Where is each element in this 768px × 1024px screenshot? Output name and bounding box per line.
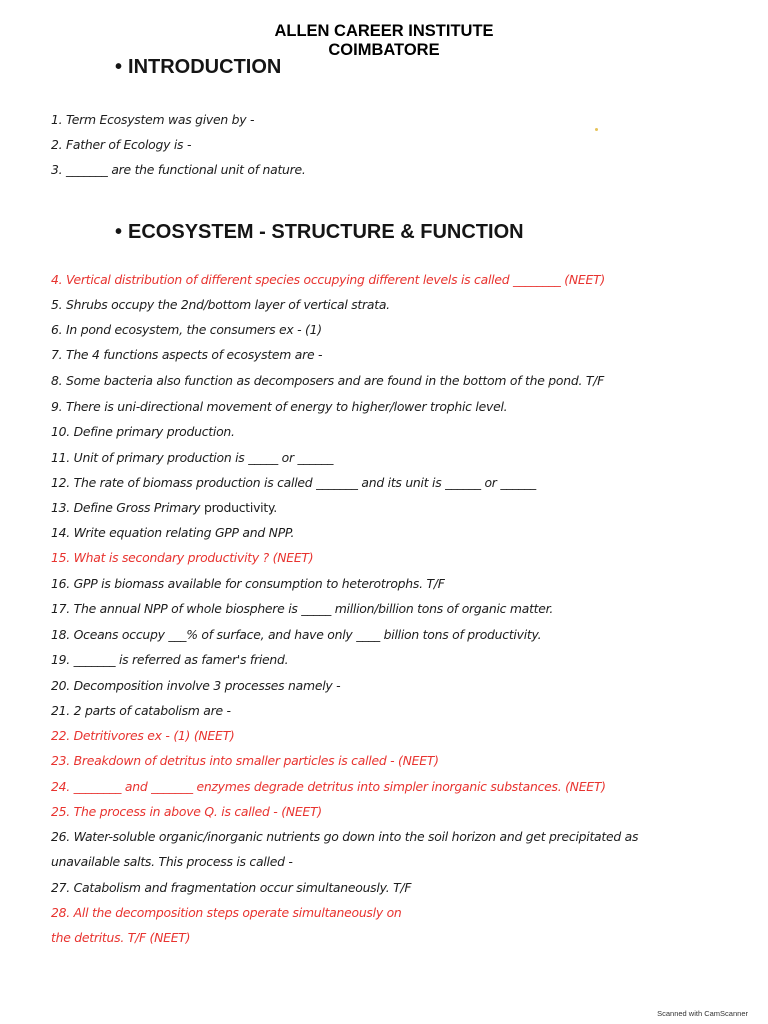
bullet-icon: • bbox=[115, 56, 123, 78]
question-7: 7. The 4 functions aspects of ecosystem are - bbox=[51, 347, 323, 362]
question-28: 28. All the decomposition steps operate simultaneously on bbox=[51, 905, 402, 920]
question-24: 24. ________ and _______ enzymes degrade detritus into simpler inorganic substances. (NEET) bbox=[51, 779, 606, 794]
question-26-continued: unavailable salts. This process is called - bbox=[51, 854, 293, 869]
question-19: 19. _______ is referred as famer's friend. bbox=[51, 652, 289, 667]
question-9: 9. There is uni-directional movement of energy to higher/lower trophic level. bbox=[51, 399, 508, 414]
question-5: 5. Shrubs occupy the 2nd/bottom layer of vertical strata. bbox=[51, 297, 390, 312]
question-14: 14. Write equation relating GPP and NPP. bbox=[51, 525, 295, 540]
question-13 bbox=[51, 500, 277, 515]
question-27: 27. Catabolism and fragmentation occur simultaneously. T/F bbox=[51, 880, 412, 895]
question-10: 10. Define primary production. bbox=[51, 424, 235, 439]
question-15: 15. What is secondary productivity ? (NEET) bbox=[51, 550, 314, 565]
section-heading-introduction bbox=[115, 56, 281, 79]
bullet-icon: • bbox=[115, 221, 123, 243]
section-title: ECOSYSTEM - STRUCTURE & FUNCTION bbox=[128, 221, 524, 243]
question-2: 2. Father of Ecology is - bbox=[51, 137, 192, 152]
document-header bbox=[0, 22, 768, 60]
question-21: 21. 2 parts of catabolism are - bbox=[51, 703, 231, 718]
question-8: 8. Some bacteria also function as decomposers and are found in the bottom of the pond. T/F bbox=[51, 373, 604, 388]
question-16: 16. GPP is biomass available for consumption to heterotrophs. T/F bbox=[51, 576, 445, 591]
question-1: 1. Term Ecosystem was given by - bbox=[51, 112, 255, 127]
question-4: 4. Vertical distribution of different species occupying different levels is called ________ (NEET) bbox=[51, 272, 605, 287]
section-heading-ecosystem bbox=[115, 221, 524, 244]
question-25: 25. The process in above Q. is called - (NEET) bbox=[51, 804, 322, 819]
question-13-text: 13. Define Gross Primary bbox=[51, 500, 201, 515]
question-18: 18. Oceans occupy ___% of surface, and have only ____ billion tons of productivity. bbox=[51, 627, 542, 642]
question-28-continued: the detritus. T/F (NEET) bbox=[51, 930, 191, 945]
question-6: 6. In pond ecosystem, the consumers ex - (1) bbox=[51, 322, 322, 337]
scanner-watermark: Scanned with CamScanner bbox=[657, 1009, 748, 1018]
question-3: 3. _______ are the functional unit of nature. bbox=[51, 162, 306, 177]
question-12: 12. The rate of biomass production is called _______ and its unit is ______ or ______ bbox=[51, 475, 536, 490]
section-title: INTRODUCTION bbox=[128, 56, 282, 78]
question-23: 23. Breakdown of detritus into smaller particles is called - (NEET) bbox=[51, 753, 439, 768]
question-26: 26. Water-soluble organic/inorganic nutrients go down into the soil horizon and get precipitated as bbox=[51, 829, 639, 844]
question-20: 20. Decomposition involve 3 processes namely - bbox=[51, 678, 341, 693]
institute-city: COIMBATORE bbox=[328, 41, 440, 59]
question-22: 22. Detritivores ex - (1) (NEET) bbox=[51, 728, 235, 743]
question-13-suffix: productivity. bbox=[203, 500, 277, 515]
institute-name: ALLEN CAREER INSTITUTE bbox=[274, 22, 494, 40]
scan-speck bbox=[595, 128, 598, 131]
question-11: 11. Unit of primary production is _____ or ______ bbox=[51, 450, 334, 465]
question-17: 17. The annual NPP of whole biosphere is _____ million/billion tons of organic matter. bbox=[51, 601, 554, 616]
